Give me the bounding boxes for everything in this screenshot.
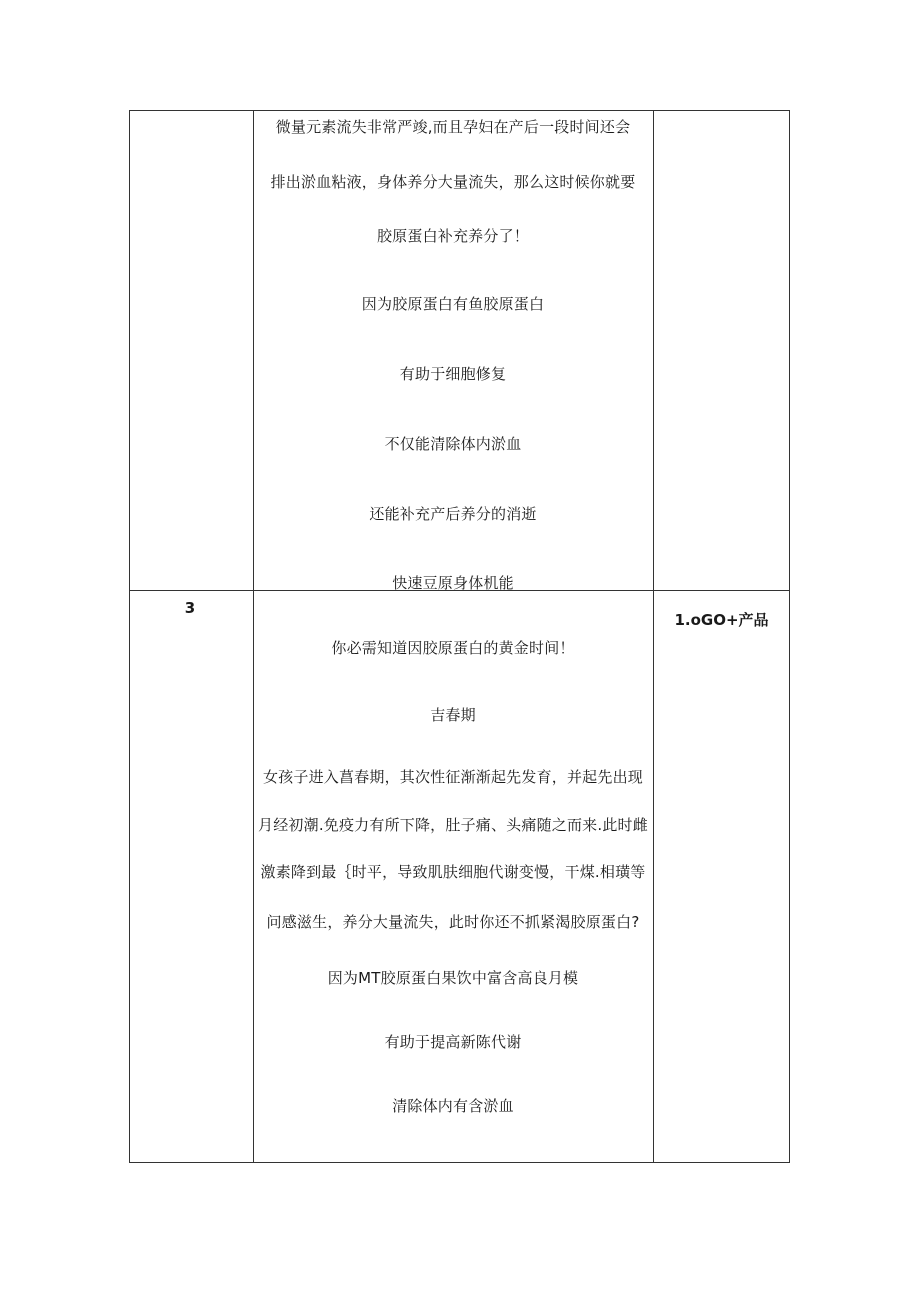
table-cell-text-line: 胶原蛋白补充养分了！ — [376, 227, 529, 245]
table-cell-text-line: 女孩子进入菖春期，其次性征渐渐起先发育，并起先出现 — [262, 768, 643, 786]
content-table — [129, 110, 790, 1163]
table-cell-text-line: 不仅能清除体内淤血 — [384, 435, 522, 453]
table-column-divider-2 — [653, 111, 654, 1162]
table-cell-text-line: 有助于细胞修复 — [399, 365, 507, 383]
table-cell-text-line: 快速豆原身体机能 — [392, 574, 514, 592]
row-side-note: 1.oGO+产品 — [674, 611, 769, 629]
table-cell-text-line: 还能补充产后养分的消逝 — [369, 505, 537, 523]
table-cell-text-line: 因为MT胶原蛋白果饮中富含高良月模 — [327, 969, 579, 987]
table-cell-text-line: 微量元素流失非常严竣,而且孕妇在产后一段时间还会 — [275, 118, 631, 136]
table-cell-text-line: 排出淤血粘液，身体养分大量流失，那么这时候你就要 — [270, 173, 636, 191]
table-cell-text-line: 问感滋生，养分大量流失，此时你还不抓紧渴胶原蛋白? — [266, 913, 640, 931]
row-number: 3 — [184, 599, 196, 617]
table-cell-text-line: 吉春期 — [430, 706, 476, 724]
table-cell-text-line: 清除体内有含淤血 — [392, 1097, 514, 1115]
table-cell-text-line: 月经初潮.免疫力有所下降，肚子痛、头痛随之而来.此时雌 — [258, 816, 648, 834]
table-column-divider-1 — [253, 111, 254, 1162]
table-cell-text-line: 有助于提高新陈代谢 — [384, 1033, 522, 1051]
table-cell-text-line: 因为胶原蛋白有鱼胶原蛋白 — [361, 295, 545, 313]
table-cell-text-line: 你必需知道因胶原蛋白的黄金时间！ — [331, 639, 575, 657]
table-cell-text-line: 激素降到最｛时平，导致肌肤细胞代谢变慢，干煤.相璜等 — [260, 863, 646, 881]
